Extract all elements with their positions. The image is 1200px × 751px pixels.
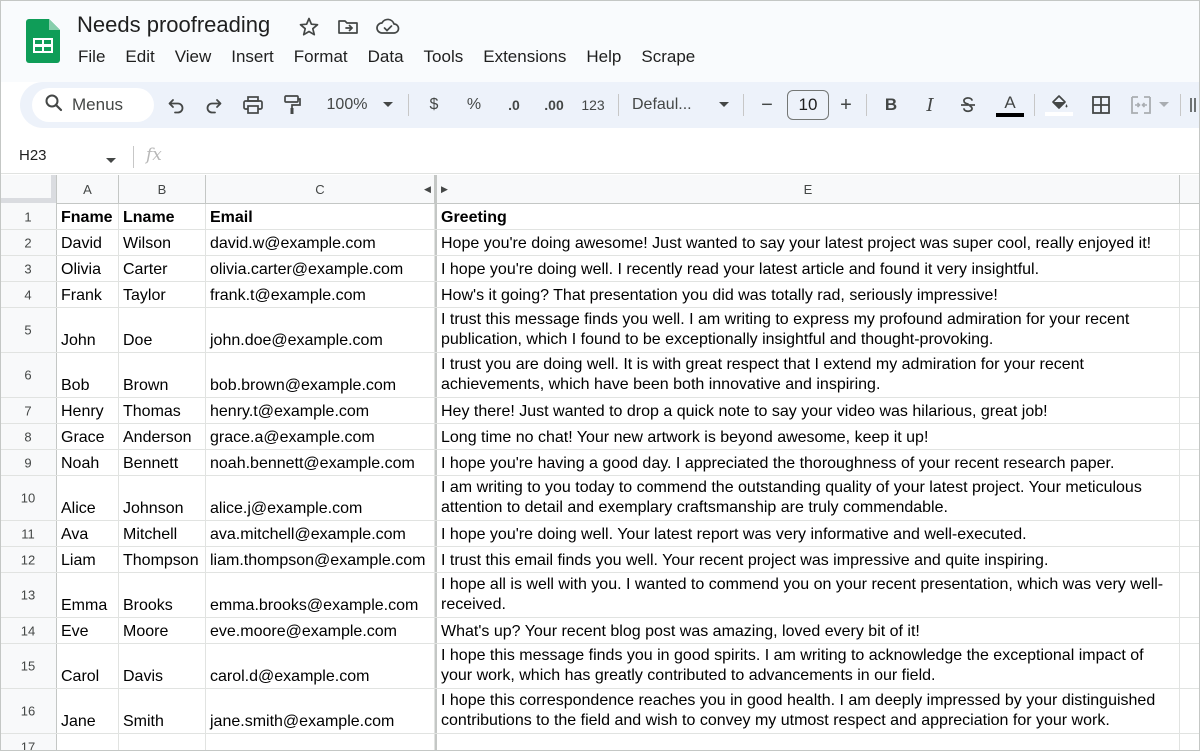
cell-empty[interactable] xyxy=(1180,256,1200,281)
table-row xyxy=(0,734,1200,751)
row-header[interactable]: 11 xyxy=(0,521,57,546)
strikethrough-icon[interactable] xyxy=(956,92,980,118)
cell-fname[interactable]: Bob xyxy=(57,353,119,397)
cell-email[interactable]: ava.mitchell@example.com xyxy=(206,521,435,546)
name-box-chevron-down-icon[interactable] xyxy=(105,152,117,170)
cell-email[interactable]: frank.t@example.com xyxy=(206,282,435,307)
cell-email[interactable] xyxy=(206,734,435,751)
toolbar-divider xyxy=(408,94,409,116)
cell-lname[interactable] xyxy=(119,734,206,751)
italic-button[interactable]: I xyxy=(926,94,934,116)
cell-fname[interactable]: John xyxy=(57,308,119,352)
cell-empty[interactable] xyxy=(1180,282,1200,307)
borders-icon[interactable] xyxy=(1088,92,1114,118)
cell-empty[interactable] xyxy=(1180,644,1200,688)
menu-file[interactable]: File xyxy=(78,47,106,66)
row-header[interactable]: 3 xyxy=(0,256,57,281)
toolbar-divider xyxy=(618,94,619,116)
cell-fname[interactable]: Liam xyxy=(57,547,119,572)
row-header[interactable]: 12 xyxy=(0,547,57,572)
name-box[interactable]: H23 xyxy=(19,147,47,164)
table-row xyxy=(0,424,1200,450)
cell-lname[interactable]: Thompson xyxy=(119,547,206,572)
decrease-decimal-button[interactable]: .0 xyxy=(508,97,520,113)
menu-tools[interactable]: Tools xyxy=(423,47,464,66)
row-header[interactable]: 14 xyxy=(0,618,57,643)
cell-greeting[interactable]: I hope this message finds you in good spirits. I am writing to acknowledge the exceptional impact of your work, which has greatly contributed to advancements in our field. xyxy=(437,644,1180,688)
table-row xyxy=(0,398,1200,424)
increase-decimal-button[interactable]: .00 xyxy=(544,97,564,113)
number-format-button[interactable]: 123 xyxy=(581,97,605,113)
cell-empty[interactable] xyxy=(1180,547,1200,572)
decrease-font-size-button[interactable]: − xyxy=(761,93,773,116)
cell-lname[interactable]: Doe xyxy=(119,308,206,352)
cell-fname[interactable]: Alice xyxy=(57,476,119,520)
font-family-select[interactable]: Defaul... xyxy=(632,96,692,113)
document-title[interactable]: Needs proofreading xyxy=(77,12,271,37)
cell-email[interactable]: liam.thompson@example.com xyxy=(206,547,435,572)
row-header[interactable]: 8 xyxy=(0,424,57,449)
table-row xyxy=(0,256,1200,282)
table-row xyxy=(0,644,1200,689)
menu-bar xyxy=(68,44,705,70)
row-header[interactable]: 15 xyxy=(0,644,57,688)
cell-lname[interactable]: Thomas xyxy=(119,398,206,423)
toolbar-divider xyxy=(1034,94,1035,116)
table-row xyxy=(0,450,1200,476)
cell-email[interactable]: david.w@example.com xyxy=(206,230,435,255)
text-color-swatch xyxy=(996,113,1024,117)
cell-email[interactable]: Email xyxy=(206,204,435,229)
table-row xyxy=(0,282,1200,308)
cell-lname[interactable]: Smith xyxy=(119,689,206,733)
cell-email[interactable]: eve.moore@example.com xyxy=(206,618,435,643)
cell-greeting[interactable] xyxy=(437,734,1180,751)
cell-fname[interactable]: Ava xyxy=(57,521,119,546)
cell-lname[interactable]: Brooks xyxy=(119,573,206,617)
menu-view[interactable]: View xyxy=(174,47,212,66)
cell-email[interactable]: jane.smith@example.com xyxy=(206,689,435,733)
row-header[interactable]: 1 xyxy=(0,204,57,229)
table-row xyxy=(0,547,1200,573)
row-header[interactable]: 7 xyxy=(0,398,57,423)
merge-cells-icon[interactable] xyxy=(1128,92,1154,118)
cell-greeting[interactable]: Greeting xyxy=(437,204,1180,229)
cell-empty[interactable] xyxy=(1180,734,1200,751)
cell-greeting[interactable]: Long time no chat! Your new artwork is beyond awesome, keep it up! xyxy=(437,424,1180,449)
formula-bar-divider xyxy=(133,146,134,168)
cloud-saved-icon[interactable] xyxy=(375,15,399,39)
search-menus-input[interactable] xyxy=(32,88,154,122)
cell-lname[interactable]: Bennett xyxy=(119,450,206,475)
more-options-icon[interactable] xyxy=(1186,92,1200,118)
toolbar-divider xyxy=(866,94,867,116)
column-header-row xyxy=(0,175,1200,204)
sheets-logo-icon[interactable] xyxy=(26,19,60,63)
hidden-column-right-arrow-icon[interactable]: ▶ xyxy=(441,184,448,194)
cell-greeting[interactable]: I trust this message finds you well. I am writing to express my profound admiration for your recent publication, which I found to be exceptionally insightful and thought-provoking. xyxy=(437,308,1180,352)
cell-greeting[interactable]: I hope you're having a good day. I appreciated the thoroughness of your recent research paper. xyxy=(437,450,1180,475)
table-row xyxy=(0,476,1200,521)
formula-bar xyxy=(0,138,1200,174)
cell-empty[interactable] xyxy=(1180,424,1200,449)
cell-lname[interactable]: Anderson xyxy=(119,424,206,449)
menu-data[interactable]: Data xyxy=(367,47,404,66)
cell-fname[interactable]: Henry xyxy=(57,398,119,423)
menu-help[interactable]: Help xyxy=(586,47,622,66)
cell-greeting[interactable]: I hope all is well with you. I wanted to commend you on your recent presentation, which was very well-received. xyxy=(437,573,1180,617)
zoom-select[interactable]: 100% xyxy=(326,96,368,113)
cell-greeting[interactable]: How's it going? That presentation you did was totally rad, seriously impressive! xyxy=(437,282,1180,307)
cell-fname[interactable]: Eve xyxy=(57,618,119,643)
row-header[interactable]: 5 xyxy=(0,308,57,352)
cell-empty[interactable] xyxy=(1180,476,1200,520)
row-header[interactable]: 6 xyxy=(0,353,57,397)
cell-greeting[interactable]: I hope you're doing well. Your latest report was very informative and well-executed. xyxy=(437,521,1180,546)
bold-button[interactable]: B xyxy=(884,95,898,114)
toolbar-divider xyxy=(743,94,744,116)
search-menus-label: Menus xyxy=(72,95,124,114)
star-icon[interactable] xyxy=(297,15,321,39)
zoom-chevron-down-icon[interactable] xyxy=(378,92,398,118)
table-row xyxy=(0,308,1200,353)
row-header[interactable]: 13 xyxy=(0,573,57,617)
menu-insert[interactable]: Insert xyxy=(231,47,274,66)
freeze-row-handle[interactable] xyxy=(0,198,56,203)
cell-lname[interactable]: Wilson xyxy=(119,230,206,255)
print-icon[interactable] xyxy=(239,92,267,118)
cell-lname[interactable]: Moore xyxy=(119,618,206,643)
table-row xyxy=(0,573,1200,618)
row-header[interactable]: 10 xyxy=(0,476,57,520)
cell-lname[interactable]: Carter xyxy=(119,256,206,281)
cell-fname[interactable]: Grace xyxy=(57,424,119,449)
row-header[interactable]: 4 xyxy=(0,282,57,307)
toolbar xyxy=(20,82,1200,128)
cell-email[interactable]: olivia.carter@example.com xyxy=(206,256,435,281)
cell-fname[interactable] xyxy=(57,734,119,751)
text-color-letter: A xyxy=(1004,92,1016,112)
table-row xyxy=(0,618,1200,644)
cell-greeting[interactable]: I trust this email finds you well. Your recent project was impressive and quite inspiring. xyxy=(437,547,1180,572)
cell-empty[interactable] xyxy=(1180,521,1200,546)
cell-empty[interactable] xyxy=(1180,204,1200,229)
cell-empty[interactable] xyxy=(1180,450,1200,475)
table-row xyxy=(0,353,1200,398)
font-chevron-down-icon[interactable] xyxy=(714,92,734,118)
paint-format-icon[interactable] xyxy=(278,92,306,118)
percent-format-button[interactable]: % xyxy=(466,96,482,113)
row-header[interactable]: 9 xyxy=(0,450,57,475)
table-row xyxy=(0,689,1200,734)
cell-fname[interactable]: Carol xyxy=(57,644,119,688)
cell-lname[interactable]: Davis xyxy=(119,644,206,688)
text-color-button[interactable] xyxy=(995,92,1025,118)
spreadsheet-grid xyxy=(0,175,1200,751)
cell-greeting[interactable]: I am writing to you today to commend the outstanding quality of your latest project. Your meticulous attention to detail and exemplary craftsmanship are truly commendable. xyxy=(437,476,1180,520)
cell-email[interactable]: noah.bennett@example.com xyxy=(206,450,435,475)
column-header-c[interactable]: C xyxy=(206,175,435,204)
app-header xyxy=(0,0,1200,82)
menu-edit[interactable]: Edit xyxy=(125,47,155,66)
row-header[interactable]: 2 xyxy=(0,230,57,255)
hidden-column-left-arrow-icon[interactable]: ◀ xyxy=(424,184,431,194)
folder-move-icon[interactable] xyxy=(336,15,360,39)
menu-scrape[interactable]: Scrape xyxy=(641,47,696,66)
cell-greeting[interactable]: What's up? Your recent blog post was amazing, loved every bit of it! xyxy=(437,618,1180,643)
currency-format-button[interactable]: $ xyxy=(429,96,439,113)
column-header-a[interactable]: A xyxy=(57,175,119,204)
cell-greeting[interactable]: I hope you're doing well. I recently read your latest article and found it very insightful. xyxy=(437,256,1180,281)
table-row xyxy=(0,230,1200,256)
cell-fname[interactable]: Jane xyxy=(57,689,119,733)
fx-icon: fx xyxy=(146,145,162,165)
cell-email[interactable]: emma.brooks@example.com xyxy=(206,573,435,617)
table-row xyxy=(0,204,1200,230)
cell-fname[interactable]: Frank xyxy=(57,282,119,307)
redo-icon[interactable] xyxy=(200,92,228,118)
cell-empty[interactable] xyxy=(1180,689,1200,733)
cell-greeting[interactable]: I hope this correspondence reaches you in good health. I am deeply impressed by your distinguished contributions to the field and wish to convey my utmost respect and appreciation for your work. xyxy=(437,689,1180,733)
table-row xyxy=(0,521,1200,547)
cell-email[interactable]: carol.d@example.com xyxy=(206,644,435,688)
cell-email[interactable]: bob.brown@example.com xyxy=(206,353,435,397)
cell-empty[interactable] xyxy=(1180,353,1200,397)
select-all-corner[interactable] xyxy=(0,175,57,204)
cell-empty[interactable] xyxy=(1180,573,1200,617)
menu-extensions[interactable]: Extensions xyxy=(483,47,567,66)
font-size-input[interactable]: 10 xyxy=(787,90,829,120)
cell-email[interactable]: henry.t@example.com xyxy=(206,398,435,423)
merge-chevron-down-icon[interactable] xyxy=(1156,92,1172,118)
cell-lname[interactable]: Taylor xyxy=(119,282,206,307)
cell-empty[interactable] xyxy=(1180,230,1200,255)
cell-email[interactable]: grace.a@example.com xyxy=(206,424,435,449)
row-header[interactable]: 17 xyxy=(0,734,57,751)
increase-font-size-button[interactable]: + xyxy=(840,93,852,116)
cell-fname[interactable]: David xyxy=(57,230,119,255)
cell-lname[interactable]: Brown xyxy=(119,353,206,397)
cell-lname[interactable]: Lname xyxy=(119,204,206,229)
cell-lname[interactable]: Mitchell xyxy=(119,521,206,546)
cell-greeting[interactable]: Hey there! Just wanted to drop a quick note to say your video was hilarious, great job! xyxy=(437,398,1180,423)
toolbar-divider xyxy=(1180,94,1181,116)
cell-fname[interactable]: Emma xyxy=(57,573,119,617)
search-icon xyxy=(44,93,64,118)
formula-input[interactable] xyxy=(180,147,1180,167)
cell-email[interactable]: alice.j@example.com xyxy=(206,476,435,520)
cell-fname[interactable]: Fname xyxy=(57,204,119,229)
cell-greeting[interactable]: Hope you're doing awesome! Just wanted to say your latest project was super cool, really enjoyed it! xyxy=(437,230,1180,255)
cell-empty[interactable] xyxy=(1180,618,1200,643)
cell-fname[interactable]: Olivia xyxy=(57,256,119,281)
row-header[interactable]: 16 xyxy=(0,689,57,733)
column-header-e[interactable]: E xyxy=(437,175,1180,204)
grid-rows xyxy=(0,204,1200,751)
cell-empty[interactable] xyxy=(1180,398,1200,423)
cell-greeting[interactable]: I trust you are doing well. It is with great respect that I extend my admiration for your recent achievements, which have been both innovative and inspiring. xyxy=(437,353,1180,397)
fill-color-swatch xyxy=(1045,112,1073,116)
menu-format[interactable]: Format xyxy=(293,47,348,66)
undo-icon[interactable] xyxy=(162,92,190,118)
cell-fname[interactable]: Noah xyxy=(57,450,119,475)
cell-empty[interactable] xyxy=(1180,308,1200,352)
column-header-b[interactable]: B xyxy=(119,175,206,204)
cell-lname[interactable]: Johnson xyxy=(119,476,206,520)
fill-color-icon[interactable] xyxy=(1044,92,1074,118)
cell-email[interactable]: john.doe@example.com xyxy=(206,308,435,352)
